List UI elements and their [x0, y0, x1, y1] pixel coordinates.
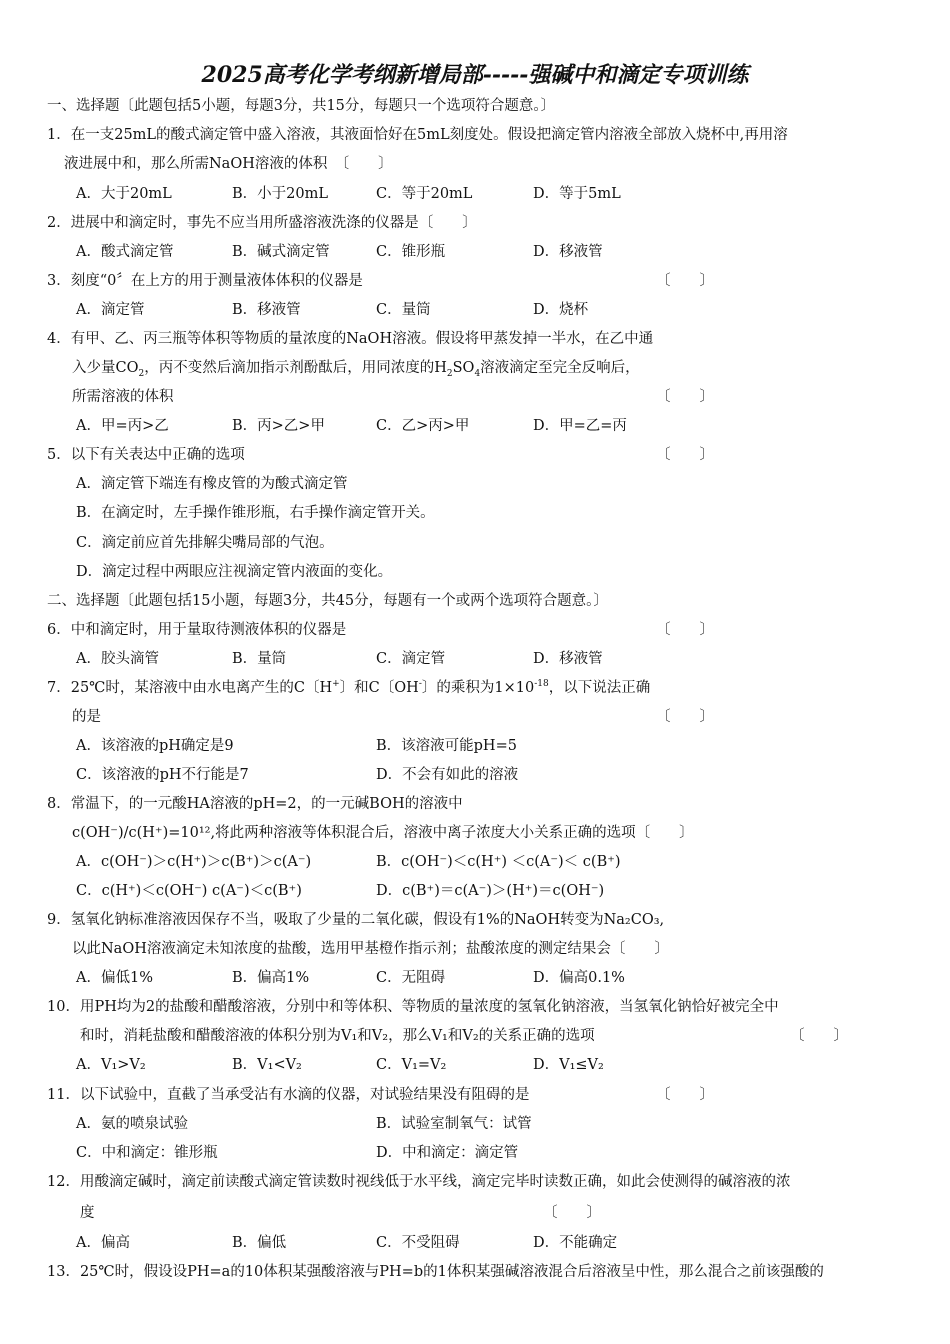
question-4-answer-bracket: 〔 〕: [656, 389, 714, 405]
question-5-line-1: 5．以下有关表达中正确的选项: [47, 447, 245, 463]
question-6-answer-bracket: 〔 〕: [656, 622, 714, 638]
question-4-option-b: B．丙>乙>甲: [232, 418, 325, 434]
question-8-option-c: C．c(H⁺)＜c(OH⁻) c(A⁻)＜c(B⁺): [76, 883, 302, 899]
question-10-option-a: A．V₁>V₂: [76, 1057, 146, 1073]
question-7-option-a: A．该溶液的pH确定是9: [76, 738, 234, 754]
question-3-option-d: D．烧杯: [533, 302, 589, 318]
question-8-line-1: 8．常温下，的一元酸HA溶液的pH=2，的一元碱BOH的溶液中: [47, 796, 463, 812]
question-9-option-c: C．无阻碍: [376, 970, 446, 986]
question-9-option-d: D．偏高0.1%: [533, 970, 625, 986]
question-11-line-1: 11．以下试验中，直截了当承受沾有水滴的仪器，对试验结果没有阻碍的是: [47, 1087, 530, 1103]
question-10-line-1: 10．用PH均为2的盐酸和醋酸溶液，分别中和等体积、等物质的量浓度的氢氧化钠溶液，当氢氧化钠恰好被完全中: [47, 999, 779, 1015]
question-1-line-1: 1．在一支25mL的酸式滴定管中盛入溶液，其液面恰好在5mL刻度处。假设把滴定管内溶液全部放入烧杯中,再用溶: [47, 127, 788, 143]
question-1-option-b: B．小于20mL: [232, 186, 328, 202]
question-12-option-a: A．偏高: [76, 1235, 130, 1251]
question-6-option-d: D．移液管: [533, 651, 603, 667]
question-7-answer-bracket: 〔 〕: [656, 709, 714, 725]
question-2-option-c: C．锥形瓶: [376, 244, 446, 260]
question-3-line-1: 3．刻度“0〞在上方的用于测量液体体积的仪器是: [47, 273, 363, 289]
question-2-option-b: B．碱式滴定管: [232, 244, 330, 260]
question-11-option-b: B．试验室制氧气：试管: [376, 1116, 532, 1132]
question-7-option-c: C．该溶液的pH不行能是7: [76, 767, 249, 783]
question-8-line-2: c(OH⁻)/c(H⁺)=10¹²,将此两种溶液等体积混合后，溶液中离子浓度大小关系正确的选项〔 〕: [72, 825, 694, 841]
question-4-line-1: 4．有甲、乙、丙三瓶等体积等物质的量浓度的NaOH溶液。假设将甲蒸发掉一半水，在乙中通: [47, 331, 654, 347]
question-9-option-b: B．偏高1%: [232, 970, 310, 986]
question-1-line-2: 液进展中和，那么所需NaOH溶液的体积 〔 〕: [64, 156, 393, 172]
question-9-line-2: 以此NaOH溶液滴定未知浓度的盐酸，选用甲基橙作指示剂；盐酸浓度的测定结果会〔 〕: [72, 941, 669, 957]
question-5-option-c: C．滴定前应首先排解尖嘴局部的气泡。: [76, 535, 334, 551]
question-8-option-d: D．c(B⁺)＝c(A⁻)＞(H⁺)＝c(OH⁻): [376, 883, 605, 899]
question-4-option-d: D．甲=乙=丙: [533, 418, 627, 434]
question-12-option-c: C．不受阻碍: [376, 1235, 460, 1251]
question-5-option-a: A．滴定管下端连有橡皮管的为酸式滴定管: [76, 476, 348, 492]
question-12-option-b: B．偏低: [232, 1235, 287, 1251]
question-5-option-d: D．滴定过程中两眼应注视滴定管内液面的变化。: [76, 564, 393, 580]
question-9-option-a: A．偏低1%: [76, 970, 153, 986]
question-10-line-2: 和时，消耗盐酸和醋酸溶液的体积分别为V₁和V₂，那么V₁和V₂的关系正确的选项: [80, 1028, 595, 1044]
question-11-option-d: D．中和滴定：滴定管: [376, 1145, 519, 1161]
question-10-option-c: C．V₁=V₂: [376, 1057, 447, 1073]
question-5-option-b: B．在滴定时，左手操作锥形瓶，右手操作滴定管开关。: [76, 505, 435, 521]
question-12-line-2: 度: [80, 1205, 95, 1221]
question-5-answer-bracket: 〔 〕: [656, 447, 714, 463]
question-1-option-a: A．大于20mL: [76, 186, 172, 202]
question-4-option-c: C．乙>丙>甲: [376, 418, 470, 434]
question-12-line-1: 12．用酸滴定碱时，滴定前读酸式滴定管读数时视线低于水平线，滴定完毕时读数正确，如此会使测得的碱溶液的浓: [47, 1174, 791, 1190]
question-7-line-2: 的是: [72, 709, 101, 725]
question-7-line-1: 7．25℃时，某溶液中由水电离产生的C〔H+〕和C〔OH-〕的乘积为$1\times 10^{-18}$，以下说法正确: [47, 679, 651, 696]
question-6-line-1: 6．中和滴定时，用于量取待测液体积的仪器是: [47, 622, 347, 638]
question-3-option-a: A．滴定管: [76, 302, 145, 318]
question-7-option-d: D．不会有如此的溶液: [376, 767, 519, 783]
question-8-option-a: A．c(OH⁻)＞c(H⁺)＞c(B⁺)＞c(A⁻): [76, 854, 312, 870]
question-4-option-a: A．甲=丙>乙: [76, 418, 169, 434]
question-11-option-a: A．氨的喷泉试验: [76, 1116, 188, 1132]
question-12-answer-bracket: 〔 〕: [543, 1205, 601, 1221]
question-4-line-2: 入少量$CO_2$，丙不变然后滴加指示剂酚酞后，用同浓度的$H_2SO_4$溶液滴定至完全反响后，: [72, 360, 640, 379]
page-title: 2025高考化学考纲新增局部-----强碱中和滴定专项训练: [201, 62, 749, 88]
question-2-line-1: 2．进展中和滴定时，事先不应当用所盛溶液洗涤的仪器是〔 〕: [47, 215, 477, 231]
question-10-answer-bracket: 〔 〕: [790, 1028, 848, 1044]
question-9-line-1: 9．氢氧化钠标准溶液因保存不当，吸取了少量的二氧化碳，假设有1%的NaOH转变为Na₂CO₃,: [47, 912, 665, 928]
question-7-option-b: B．该溶液可能pH=5: [376, 738, 517, 754]
question-11-answer-bracket: 〔 〕: [656, 1087, 714, 1103]
question-3-option-c: C．量筒: [376, 302, 431, 318]
question-12-option-d: D．不能确定: [533, 1235, 618, 1251]
question-13-line-1: 13．25℃时，假设设PH=a的10体积某强酸溶液与PH=b的1体积某强碱溶液混合后溶液呈中性，那么混合之前该强酸的: [47, 1264, 824, 1280]
question-11-option-c: C．中和滴定：锥形瓶: [76, 1145, 218, 1161]
question-2-option-d: D．移液管: [533, 244, 603, 260]
question-6-option-b: B．量筒: [232, 651, 287, 667]
section-2-heading: 二、选择题〔此题包括15小题，每题3分，共45分，每题有一个或两个选项符合题意。〕: [47, 593, 608, 609]
question-3-option-b: B．移液管: [232, 302, 301, 318]
question-3-answer-bracket: 〔 〕: [656, 273, 714, 289]
question-10-option-d: D．V₁≤V₂: [533, 1057, 604, 1073]
question-6-option-a: A．胶头滴管: [76, 651, 159, 667]
question-1-option-c: C．等于20mL: [376, 186, 473, 202]
question-10-option-b: B．V₁<V₂: [232, 1057, 302, 1073]
question-4-line-3: 所需溶液的体积: [72, 389, 174, 405]
question-6-option-c: C．滴定管: [376, 651, 446, 667]
section-1-heading: 一、选择题〔此题包括5小题，每题3分，共15分，每题只一个选项符合题意。〕: [47, 98, 556, 114]
question-1-option-d: D．等于5mL: [533, 186, 621, 202]
question-8-option-b: B．c(OH⁻)＜c(H⁺) ＜c(A⁻)＜ c(B⁺): [376, 854, 621, 870]
question-2-option-a: A．酸式滴定管: [76, 244, 174, 260]
